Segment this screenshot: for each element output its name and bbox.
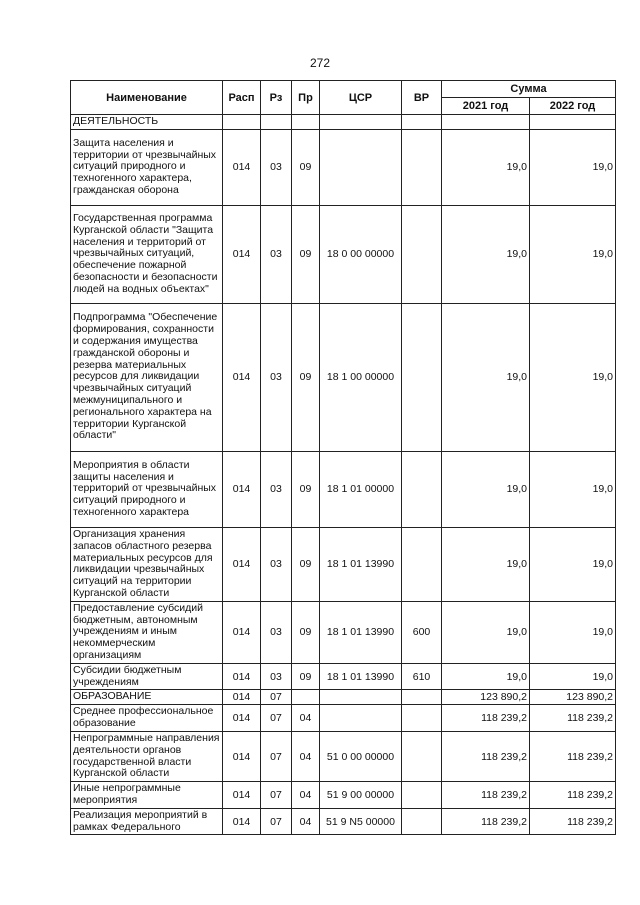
table-row <box>71 115 616 130</box>
table-row <box>71 303 616 451</box>
row-name: Реализация мероприятий в рамках Федерального <box>71 808 223 835</box>
table-row <box>71 705 616 732</box>
row-csr: 18 1 01 13990 <box>320 601 402 663</box>
row-pr: 09 <box>292 663 320 690</box>
row-csr: 51 9 N5 00000 <box>320 808 402 835</box>
row-name: Защита населения и территории от чрезвычайных ситуаций природного и техногенного характера, гражданская оборона <box>71 129 223 205</box>
row-value-2022: 123 890,2 <box>530 690 616 705</box>
row-pr: 09 <box>292 129 320 205</box>
row-value-2022 <box>530 115 616 130</box>
row-vr <box>402 527 442 601</box>
row-value-2021: 19,0 <box>442 451 530 527</box>
row-name: Организация хранения запасов областного резерва материальных ресурсов для ликвидации чрезвычайных ситуаций на территории Курганской области <box>71 527 223 601</box>
row-vr <box>402 705 442 732</box>
row-name: ДЕЯТЕЛЬНОСТЬ <box>71 115 223 130</box>
row-rasp: 014 <box>223 601 261 663</box>
row-name: Государственная программа Курганской области "Защита населения и территорий от чрезвычайных ситуаций, обеспечение пожарной безопасности и безопасности людей на водных объектах" <box>71 205 223 303</box>
row-pr: 09 <box>292 205 320 303</box>
table-row <box>71 782 616 809</box>
header-year-2022: 2022 год <box>530 98 616 115</box>
table-row <box>71 690 616 705</box>
header-year-2021: 2021 год <box>442 98 530 115</box>
row-value-2022: 118 239,2 <box>530 808 616 835</box>
row-rz: 03 <box>261 663 292 690</box>
row-name: Иные непрограммные мероприятия <box>71 782 223 809</box>
row-vr <box>402 808 442 835</box>
row-rasp: 014 <box>223 705 261 732</box>
row-name: Субсидии бюджетным учреждениям <box>71 663 223 690</box>
row-csr: 18 1 01 13990 <box>320 527 402 601</box>
row-csr: 18 1 01 00000 <box>320 451 402 527</box>
header-csr: ЦСР <box>320 81 402 115</box>
row-csr <box>320 705 402 732</box>
row-rasp: 014 <box>223 782 261 809</box>
row-vr <box>402 115 442 130</box>
row-vr <box>402 303 442 451</box>
row-value-2022: 19,0 <box>530 451 616 527</box>
page-number: 272 <box>309 56 331 70</box>
row-pr: 04 <box>292 782 320 809</box>
row-rasp: 014 <box>223 303 261 451</box>
row-name: ОБРАЗОВАНИЕ <box>71 690 223 705</box>
row-csr <box>320 115 402 130</box>
row-pr: 09 <box>292 601 320 663</box>
row-pr <box>292 690 320 705</box>
header-rasp: Расп <box>223 81 261 115</box>
row-rz: 03 <box>261 527 292 601</box>
row-value-2022: 118 239,2 <box>530 731 616 781</box>
row-value-2022: 19,0 <box>530 205 616 303</box>
row-vr <box>402 205 442 303</box>
header-pr: Пр <box>292 81 320 115</box>
row-value-2022: 19,0 <box>530 601 616 663</box>
table-row <box>71 527 616 601</box>
row-csr: 51 0 00 00000 <box>320 731 402 781</box>
header-sum: Сумма <box>442 81 616 98</box>
row-vr <box>402 129 442 205</box>
row-name: Среднее профессиональное образование <box>71 705 223 732</box>
row-value-2021: 118 239,2 <box>442 808 530 835</box>
row-rz: 03 <box>261 205 292 303</box>
table-row <box>71 451 616 527</box>
row-rz: 03 <box>261 451 292 527</box>
row-rasp: 014 <box>223 808 261 835</box>
row-pr: 04 <box>292 705 320 732</box>
row-rasp: 014 <box>223 527 261 601</box>
row-value-2021: 19,0 <box>442 663 530 690</box>
row-rz: 07 <box>261 690 292 705</box>
row-csr: 51 9 00 00000 <box>320 782 402 809</box>
row-pr: 04 <box>292 808 320 835</box>
row-value-2021: 19,0 <box>442 129 530 205</box>
row-rasp <box>223 115 261 130</box>
row-value-2022: 19,0 <box>530 527 616 601</box>
table-row <box>71 601 616 663</box>
header-name: Наименование <box>71 81 223 115</box>
table-row <box>71 808 616 835</box>
row-vr <box>402 690 442 705</box>
row-csr <box>320 129 402 205</box>
row-rz: 07 <box>261 808 292 835</box>
row-pr: 09 <box>292 527 320 601</box>
row-value-2022: 118 239,2 <box>530 782 616 809</box>
table-row <box>71 731 616 781</box>
row-rz: 03 <box>261 601 292 663</box>
row-value-2021: 19,0 <box>442 601 530 663</box>
row-rasp: 014 <box>223 451 261 527</box>
row-rasp: 014 <box>223 731 261 781</box>
row-pr: 09 <box>292 303 320 451</box>
row-pr <box>292 115 320 130</box>
header-vr: ВР <box>402 81 442 115</box>
row-csr: 18 1 01 13990 <box>320 663 402 690</box>
row-rz: 03 <box>261 303 292 451</box>
row-value-2021 <box>442 115 530 130</box>
row-vr <box>402 782 442 809</box>
row-value-2021: 118 239,2 <box>442 731 530 781</box>
row-csr: 18 0 00 00000 <box>320 205 402 303</box>
header-rz: Рз <box>261 81 292 115</box>
row-value-2021: 118 239,2 <box>442 705 530 732</box>
row-rasp: 014 <box>223 690 261 705</box>
row-csr: 18 1 00 00000 <box>320 303 402 451</box>
row-rz: 07 <box>261 782 292 809</box>
row-pr: 09 <box>292 451 320 527</box>
row-rasp: 014 <box>223 205 261 303</box>
row-value-2021: 123 890,2 <box>442 690 530 705</box>
row-rz: 07 <box>261 731 292 781</box>
row-name: Предоставление субсидий бюджетным, автономным учреждениям и иным некоммерческим организациям <box>71 601 223 663</box>
row-value-2021: 19,0 <box>442 303 530 451</box>
row-name: Мероприятия в области защиты населения и территорий от чрезвычайных ситуаций природного и техногенного характера <box>71 451 223 527</box>
row-pr: 04 <box>292 731 320 781</box>
row-csr <box>320 690 402 705</box>
row-rasp: 014 <box>223 129 261 205</box>
row-vr <box>402 731 442 781</box>
table-row <box>71 205 616 303</box>
row-value-2021: 118 239,2 <box>442 782 530 809</box>
row-value-2021: 19,0 <box>442 527 530 601</box>
row-vr: 610 <box>402 663 442 690</box>
row-value-2022: 118 239,2 <box>530 705 616 732</box>
row-vr: 600 <box>402 601 442 663</box>
row-vr <box>402 451 442 527</box>
row-rz: 03 <box>261 129 292 205</box>
row-value-2021: 19,0 <box>442 205 530 303</box>
row-rasp: 014 <box>223 663 261 690</box>
budget-table <box>70 80 616 835</box>
row-value-2022: 19,0 <box>530 303 616 451</box>
row-rz <box>261 115 292 130</box>
row-rz: 07 <box>261 705 292 732</box>
table-row <box>71 663 616 690</box>
row-name: Подпрограмма "Обеспечение формирования, сохранности и содержания имущества гражданской обороны и резерва материальных ресурсов для ликвидации чрезвычайных ситуаций межмуниципального и регионального характера на территории Курганской области" <box>71 303 223 451</box>
row-value-2022: 19,0 <box>530 663 616 690</box>
row-value-2022: 19,0 <box>530 129 616 205</box>
table-row <box>71 129 616 205</box>
row-name: Непрограммные направления деятельности органов государственной власти Курганской области <box>71 731 223 781</box>
